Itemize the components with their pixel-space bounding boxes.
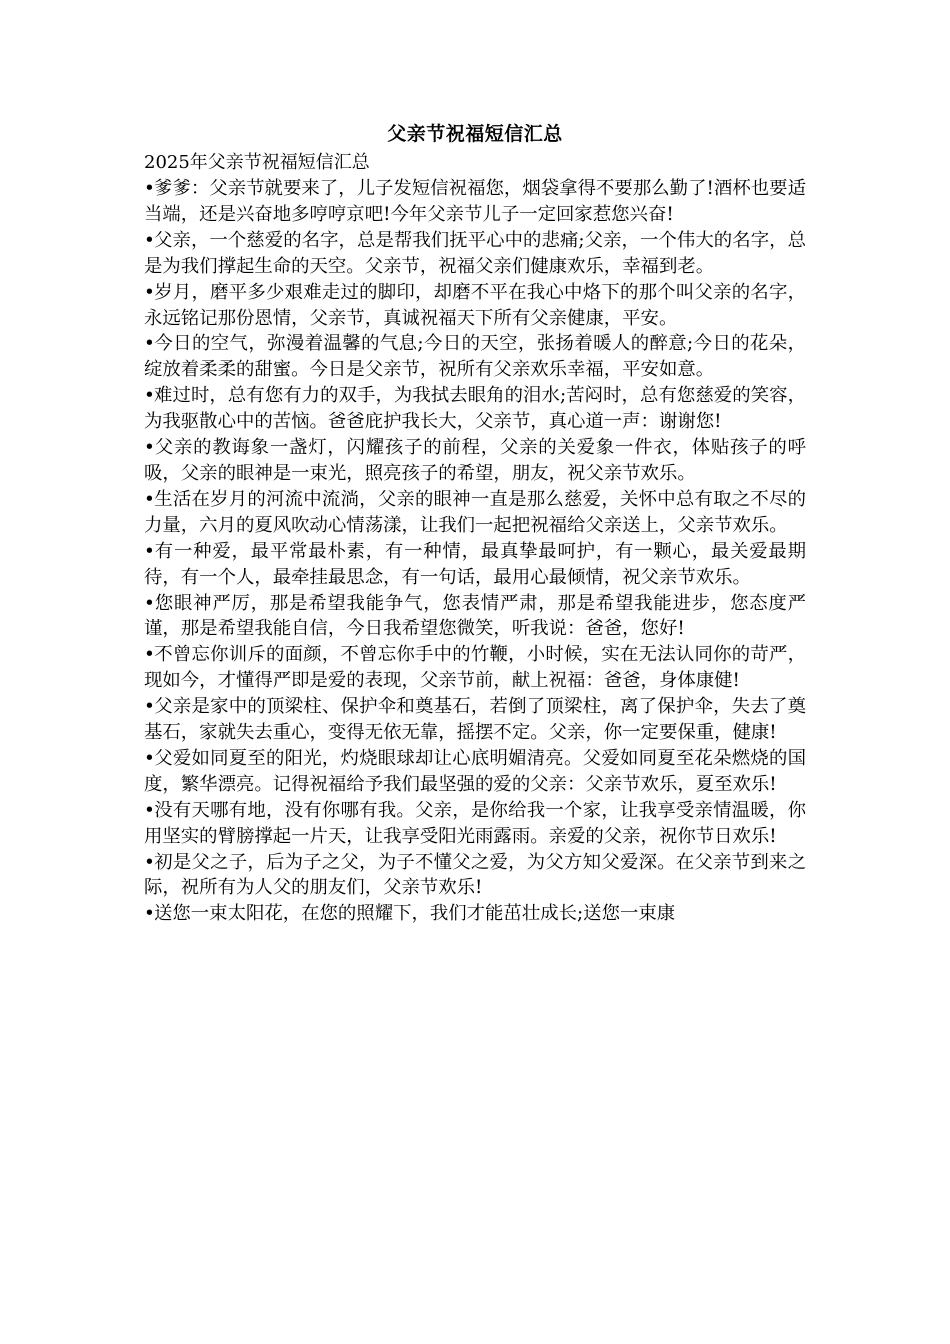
message-item [144,280,806,332]
message-item [144,746,806,798]
document-page [144,119,806,927]
bullet-marker: • [144,851,155,873]
message-item [144,487,806,539]
message-item [144,694,806,746]
bullet-marker: • [144,903,155,925]
message-text: 爹爹：父亲节就要来了，儿子发短信祝福您，烟袋拿得不要那么勤了!酒杯也要适当端，还是兴奋地多哼哼京吧!今年父亲节儿子一定回家惹您兴奋! [144,178,806,225]
message-text: 难过时，总有您有力的双手，为我拭去眼角的泪水;苦闷时，总有您慈爱的笑容，为我驱散心中的苦恼。爸爸庇护我长大，父亲节，真心道一声：谢谢您! [144,385,806,433]
bullet-marker: • [144,644,155,666]
message-text: 送您一束太阳花，在您的照耀下，我们才能茁壮成长;送您一束康 [154,903,676,925]
bullet-marker: • [144,437,155,459]
bullet-marker: • [144,333,155,355]
bullet-marker: • [144,540,155,562]
message-text: 生活在岁月的河流中流淌，父亲的眼神一直是那么慈爱，关怀中总有取之不尽的力量，六月的夏风吹动心情荡漾，让我们一起把祝福给父亲送上，父亲节欢乐。 [144,488,806,536]
bullet-marker: • [144,178,155,199]
message-item [144,228,806,280]
bullet-marker: • [144,747,155,769]
document-title: 父亲节祝福短信汇总 [387,123,563,145]
message-item [144,176,806,228]
message-text: 今日的空气，弥漫着温馨的气息;今日的天空，张扬着暖人的醉意;今日的花朵，绽放着柔柔的甜蜜。今日是父亲节，祝所有父亲欢乐幸福，平安如意。 [144,333,806,381]
message-item [144,642,806,694]
message-item [144,383,806,435]
bullet-marker: • [144,592,155,614]
bullet-marker: • [144,229,155,251]
bullet-marker: • [144,281,155,303]
message-text: 岁月，磨平多少艰难走过的脚印，却磨不平在我心中烙下的那个叫父亲的名字，永远铭记那份恩情，父亲节，真诚祝福天下所有父亲健康，平安。 [144,281,806,329]
message-list [144,176,806,927]
message-text: 初是父之子，后为子之父，为子不懂父之爱，为父方知父爱深。在父亲节到来之际，祝所有为人父的朋友们，父亲节欢乐! [144,851,806,899]
bullet-marker: • [144,385,155,407]
message-text: 父爱如同夏至的阳光，灼烧眼球却让心底明媚清亮。父爱如同夏至花朵燃烧的国度，繁华漂亮。记得祝福给予我们最坚强的爱的父亲：父亲节欢乐，夏至欢乐! [144,747,806,795]
bullet-marker: • [144,696,155,718]
message-text: 不曾忘你训斥的面颜，不曾忘你手中的竹鞭，小时候，实在无法认同你的苛严，现如今，才懂得严即是爱的表现，父亲节前，献上祝福：爸爸，身体康健! [144,644,806,692]
bullet-marker: • [144,488,155,510]
message-item [144,539,806,591]
message-item [144,901,806,927]
message-text: 父亲是家中的顶梁柱、保护伞和奠基石，若倒了顶梁柱，离了保护伞，失去了奠基石，家就失去重心，变得无依无靠，摇摆不定。父亲，你一定要保重，健康! [144,696,806,744]
bullet-marker: • [144,799,155,821]
message-item [144,798,806,850]
message-text: 父亲，一个慈爱的名字，总是帮我们抚平心中的悲痛;父亲，一个伟大的名字，总是为我们撑起生命的天空。父亲节，祝福父亲们健康欢乐，幸福到老。 [144,229,806,277]
message-text: 有一种爱，最平常最朴素，有一种情，最真挚最呵护，有一颗心，最关爱最期待，有一个人，最牵挂最思念，有一句话，最用心最倾情，祝父亲节欢乐。 [144,540,806,588]
message-item [144,435,806,487]
message-item [144,331,806,383]
message-text: 您眼神严厉，那是希望我能争气，您表情严肃，那是希望我能进步，您态度严谨，那是希望我能自信，今日我希望您微笑，听我说：爸爸，您好! [144,592,806,640]
message-item [144,591,806,643]
message-text: 父亲的教诲象一盏灯，闪耀孩子的前程，父亲的关爱象一件衣，体贴孩子的呼吸，父亲的眼神是一束光，照亮孩子的希望，朋友，祝父亲节欢乐。 [144,437,806,484]
message-item [144,850,806,902]
document-subtitle: 2025年父亲节祝福短信汇总 [144,152,370,173]
message-text: 没有天哪有地，没有你哪有我。父亲，是你给我一个家，让我享受亲情温暖，你用坚实的臂膀撑起一片天，让我享受阳光雨露雨。亲爱的父亲，祝你节日欢乐! [144,799,806,847]
